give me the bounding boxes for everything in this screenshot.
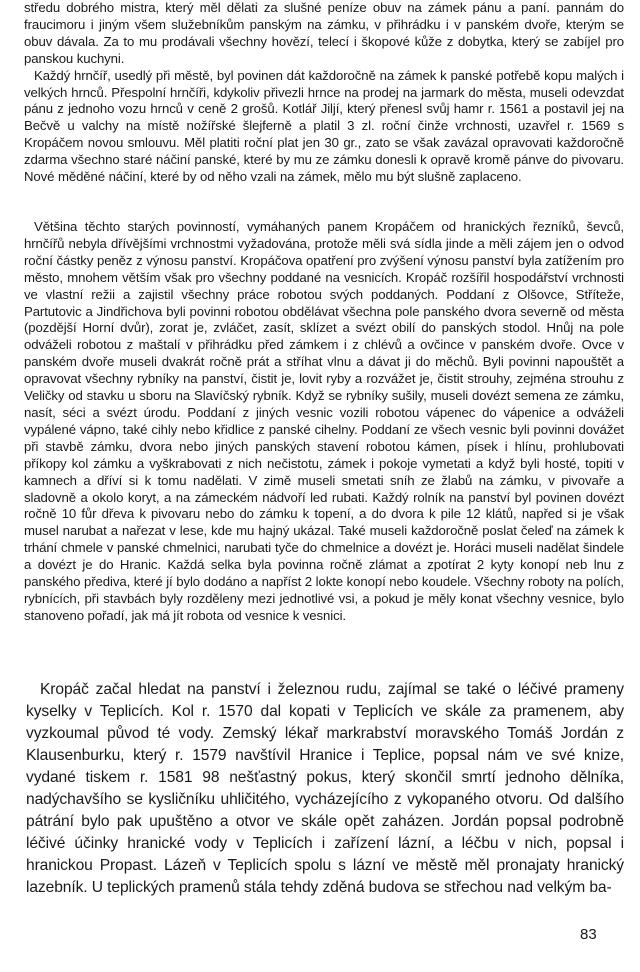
text-block-large bbox=[26, 679, 624, 899]
text-block-small-2 bbox=[24, 219, 624, 625]
paragraph: Kropáč začal hledat na panství i železnou rudu, zajímal se také o léčivé prameny kyselky v Teplicích. Kol r. 1570 dal kopati v Teplicích ve skále za pramenem, aby vyzkoumal původ té vody. Zemský lékař markrabství moravského Tomáš Jordán z Klausenburku, který r. 1579 navštívil Hranice i Teplice, popsal nám ve své knize, vydané tiskem r. 1581 98 nešťastný pokus, který skončil smrtí jednoho dělníka, nadýchavšího se kysličníku uhličitého, vycházejícího z vykopaného otvoru. Od dalšího pátrání bylo pak upuštěno a otvor ve skále opět zaházen. Jordán popsal podrobně léčivé účinky hranické vody v Teplicích i zařízení lázní, a léčbu v nich, popsal i hranickou Propast. Lázeň v Teplicích spolu s lázní ve městě měl pronajaty hranický lazebník. U teplických pramenů stála tehdy zděná budova se střechou nad velkým ba- bbox=[26, 681, 624, 896]
paragraph: středu dobrého mistra, který měl dělati za slušné peníze obuv na zámek pánu a paní. pannám do fraucimoru i jiným všem služebníkům panským na zámku, v přihrádku i v panském dvoře, kterým se obuv dávala. Za to mu prodávali všechny hovězí, telecí i škopové kůže z dobytka, který se zabíjel pro panskou kuchyni. bbox=[24, 0, 624, 66]
paragraph: Většina těchto starých povinností, vymáhaných panem Kropáčem od hranických řezníků, ševců, hrnčířů nebyla dřívějšími vrchnostmi vyžadována, protože měli svá sídla jinde a měli zájem jen o odvod roční částky peněz z výnosu panství. Kropáčova opatření pro zvýšení výnosu panství byla zatížením pro město, mnohem větším však pro všechny poddané na vesnicích. Kropáč rozšířil hospodářství vrchnosti ve vlastní režii a zajistil všechny práce robotou svých poddaných. Poddaní z Olšovce, Stříteže, Partutovic a Jindřichova byli povinni robotou obdělávat všechna pole panského dvora severně od města (pozdější Horní dvůr), zorat je, zvláčet, zasít, sklízet a svézt obilí do panských stodol. Hnůj na pole odváželi robotou z maštalí v přihrádku před zámkem i z chlévů a ovčince v panském dvoře. Ovce v panském dvoře museli dvakrát ročně prát a stříhat vlnu a dávat ji do měchů. Byli povinni napouštět a opravovat všechny rybníky na panství, čistit je, lovit ryby a rozvážet je, čistit strouhy, zejména strouhu z Veličky od stavku u sboru na Slavíčský rybník. Když se rybníky sušily, museli dovézt semena ze zámku, nasít, séci a svézt úrodu. Poddaní z jiných vesnic vozili robotou vápenec do vápenice a odváželi vypálené vápno, také cihly nebo křidlice z panské cihelny. Poddaní ze všech vesnic byli povinni dovážet při stavbě zámku, dvora nebo jiných panských stavení robotou kámen, písek i hlínu, prohlubovati příkopy kol zámku a vyškrabovati z nich nečistotu, zámek i pokoje vymetati a když byli hosté, topiti v kamnech a dříví si k tomu nadělati. V zimě museli smetati sníh ze žlabů na zámku, v pivovaře a sladovně a okolo koryt, a na zámeckém nádvoří led rubati. Každý rolník na panství byl povinen dovézt ročně 10 fůr dřeva k pivovaru nebo do zámku k topení, a do dvora k pile 12 klátů, napřed si je však musel narubat a nařezat v lese, kde mu hajný ukázal. Také museli každoročně poslat čeleď na zámek k trhání chmele v panské chmelnici, narubati tyče do chmelnice a dovézt je. Horáci museli nadělat šindele a dovézt je do Hranic. Každá selka byla povinna ročně zlámat a zpotírat 2 kyty konopí neb lnu z panského přediva, které jí bylo dodáno a napříst 2 lokte konopí nebo koudele. Všechny roboty na polích, rybnících, při stavbách byly rozděleny mezi jednotlivé vsi, a pokud je měly konat všechny vesnice, bylo stanoveno pořadí, jak má jít robota od vesnice k vesnici. bbox=[24, 219, 624, 623]
paragraph: Každý hrnčíř, usedlý při městě, byl povinen dát každoročně na zámek k panské potřebě kopu malých i velkých hrnců. Přespolní hrnčíři, kdykoliv přivezli hrnce na prodej na jarmark do města, museli odevzdat pánu z jednoho vozu hrnců v ceně 2 grošů. Kotlář Jiljí, který přenesl svůj hamr r. 1561 a postavil jej na Bečvě u valchy na místě nožířské šlejferně a platil 3 zl. roční činže vrchnosti, uzavřel r. 1569 s Kropáčem novou smlouvu. Měl platiti roční plat jen 30 gr., zato se však zavázal opravovati každoročně zdarma všechno staré náčiní panské, které by mu ze zámku donesli k opravě kromě pánve do pivovaru. Nové měděné náčiní, které by od něho vzali na zámek, mělo mu být slušně zaplaceno. bbox=[24, 67, 624, 185]
text-block-small-1 bbox=[24, 0, 624, 186]
page-number: 83 bbox=[580, 926, 597, 943]
